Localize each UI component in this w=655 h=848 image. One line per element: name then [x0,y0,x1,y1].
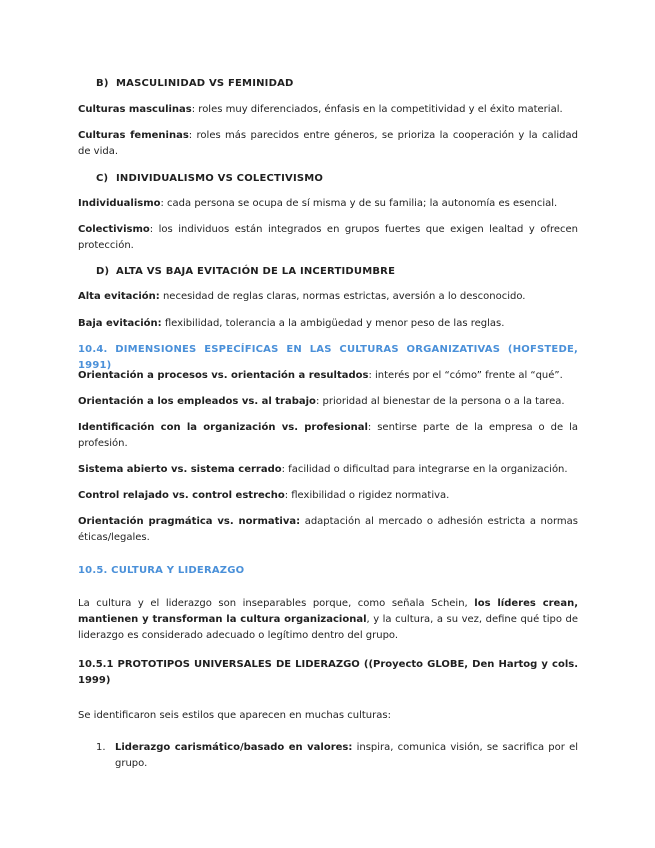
paragraph-identificacion: Identificación con la organización vs. profesional: sentirse parte de la empresa o de la profesión. [78,422,578,449]
section-heading-10-5-1: 10.5.1 PROTOTIPOS UNIVERSALES DE LIDERAZGO ((Proyecto GLOBE, Den Hartog y cols. 1999) [78,659,578,686]
paragraph-individualismo: Individualismo: cada persona se ocupa de sí misma y de su familia; la autonomía es esencial. [78,198,558,209]
subsection-heading-d: D) ALTA VS BAJA EVITACIÓN DE LA INCERTIDUMBRE [96,266,396,277]
paragraph-orientacion-procesos: Orientación a procesos vs. orientación a resultados: interés por el “cómo” frente al “qué”. [78,370,563,381]
section-heading-10-5: 10.5. CULTURA Y LIDERAZGO [78,565,245,576]
paragraph-intro-estilos: Se identificaron seis estilos que aparecen en muchas culturas: [78,710,391,721]
subsection-heading-b: B) MASCULINIDAD VS FEMINIDAD [96,78,294,89]
paragraph-baja-evitacion: Baja evitación: flexibilidad, tolerancia a la ambigüedad y menor peso de las reglas. [78,318,505,329]
section-heading-10-4: 10.4. DIMENSIONES ESPECÍFICAS EN LAS CULTURAS ORGANIZATIVAS (HOFSTEDE, 1991) [78,344,578,371]
paragraph-orientacion-empleados: Orientación a los empleados vs. al trabajo: prioridad al bienestar de la persona o a la tarea. [78,396,565,407]
list-item: 1. Liderazgo carismático/basado en valores: inspira, comunica visión, se sacrifica por el grupo. [96,742,578,769]
paragraph-culturas-femeninas: Culturas femeninas: roles más parecidos entre géneros, se prioriza la cooperación y la calidad de vida. [78,130,578,157]
paragraph-orientacion-pragmatica: Orientación pragmática vs. normativa: adaptación al mercado o adhesión estricta a normas éticas/legales. [78,516,578,543]
subsection-heading-c: C) INDIVIDUALISMO VS COLECTIVISMO [96,173,324,184]
paragraph-cultura-liderazgo: La cultura y el liderazgo son inseparables porque, como señala Schein, los líderes crean, mantienen y transforman la cultura organizacional, y la cultura, a su vez, define qué tipo de liderazgo es considerado adecuado o legítimo dentro del grupo. [78,598,578,641]
paragraph-control-relajado: Control relajado vs. control estrecho: flexibilidad o rigidez normativa. [78,490,450,501]
paragraph-alta-evitacion: Alta evitación: necesidad de reglas claras, normas estrictas, aversión a lo desconocido. [78,291,526,302]
paragraph-sistema-abierto: Sistema abierto vs. sistema cerrado: facilidad o dificultad para integrarse en la organización. [78,464,568,475]
paragraph-culturas-masculinas: Culturas masculinas: roles muy diferenciados, énfasis en la competitividad y el éxito material. [78,104,563,115]
paragraph-colectivismo: Colectivismo: los individuos están integrados en grupos fuertes que exigen lealtad y ofrecen protección. [78,224,578,251]
